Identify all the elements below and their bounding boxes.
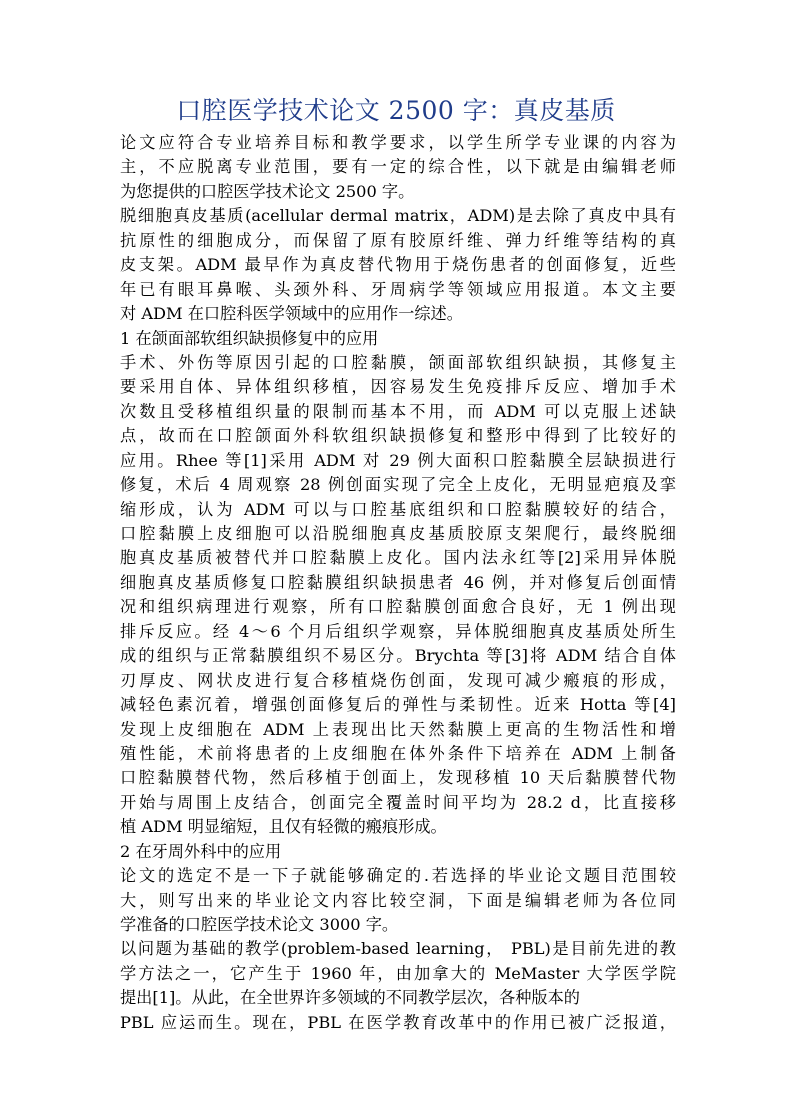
- text-line: 修复，术后 4 周观察 28 例创面实现了完全上皮化，无明显疤痕及挛: [120, 475, 676, 495]
- text-line: 要采用自体、异体组织移植，因容易发生免疫排斥反应、增加手术: [120, 377, 676, 397]
- document-title: 口腔医学技术论文 2500 字：真皮基质: [176, 96, 616, 125]
- text-line: 细胞真皮基质修复口腔黏膜组织缺损患者 46 例，并对修复后创面情: [120, 572, 676, 592]
- text-line: 1 在颌面部软组织缺损修复中的应用: [120, 328, 379, 348]
- text-line: PBL 应运而生。现在，PBL 在医学教育改革中的作用已被广泛报道，: [120, 1012, 676, 1032]
- text-line: 为您提供的口腔医学技术论文 2500 字。: [120, 181, 415, 201]
- text-line: 皮支架。ADM 最早作为真皮替代物用于烧伤患者的创面修复，近些: [120, 255, 676, 275]
- text-line: 2 在牙周外科中的应用: [120, 841, 282, 861]
- text-line: 减轻色素沉着，增强创面修复后的弹性与柔韧性。近来 Hotta 等[4]: [120, 695, 676, 715]
- text-line: 学方法之一，它产生于 1960 年，由加拿大的 MeMaster 大学医学院: [120, 963, 676, 983]
- text-line: 发现上皮细胞在 ADM 上表现出比天然黏膜上更高的生物活性和增: [120, 719, 676, 739]
- text-line: 主，不应脱离专业范围，要有一定的综合性，以下就是由编辑老师: [120, 157, 676, 177]
- text-line: 开始与周围上皮结合，创面完全覆盖时间平均为 28.2 d，比直接移: [120, 792, 676, 812]
- text-line: 成的组织与正常黏膜组织不易区分。Brychta 等[3]将 ADM 结合自体: [120, 646, 676, 666]
- text-line: 论文应符合专业培养目标和教学要求，以学生所学专业课的内容为: [120, 133, 676, 152]
- text-line: 口腔黏膜上皮细胞可以沿脱细胞真皮基质胶原支架爬行，最终脱细: [120, 524, 676, 543]
- text-line: 植 ADM 明显缩短，且仅有轻微的瘢痕形成。: [120, 817, 447, 837]
- text-line: 提出[1]。从此，在全世界许多领域的不同教学层次，各种版本的: [120, 988, 580, 1008]
- text-line: 殖性能，术前将患者的上皮细胞在体外条件下培养在 ADM 上制备: [120, 743, 676, 763]
- text-line: 缩形成，认为 ADM 可以与口腔基底组织和口腔黏膜较好的结合，: [120, 499, 676, 519]
- text-line: 以问题为基础的教学(problem-based learning， PBL)是目前先进的教: [120, 939, 676, 959]
- text-line: 口腔黏膜替代物，然后移植于创面上，发现移植 10 天后黏膜替代物: [120, 768, 676, 788]
- text-line: 次数且受移植组织量的限制而基本不用，而 ADM 可以克服上述缺: [120, 401, 676, 421]
- text-line: 胞真皮基质被替代并口腔黏膜上皮化。国内法永红等[2]采用异体脱: [120, 548, 676, 568]
- text-line: 抗原性的细胞成分，而保留了原有胶原纤维、弹力纤维等结构的真: [120, 230, 676, 250]
- text-line: 排斥反应。经 4～6 个月后组织学观察，异体脱细胞真皮基质处所生: [120, 621, 676, 641]
- text-line: 手术、外伤等原因引起的口腔黏膜，颌面部软组织缺损，其修复主: [120, 352, 676, 372]
- text-line: 年已有眼耳鼻喉、头颈外科、牙周病学等领域应用报道。本文主要: [120, 279, 676, 299]
- text-line: 学准备的口腔医学技术论文 3000 字。: [120, 915, 399, 934]
- text-line: 点，故而在口腔颌面外科软组织缺损修复和整形中得到了比较好的: [120, 426, 676, 446]
- document-body: [120, 131, 676, 1035]
- text-line: 应用。Rhee 等[1]采用 ADM 对 29 例大面积口腔黏膜全层缺损进行: [120, 450, 676, 470]
- text-line: 大，则写出来的毕业论文内容比较空洞，下面是编辑老师为各位同: [120, 890, 676, 910]
- text-line: 况和组织病理进行观察，所有口腔黏膜创面愈合良好，无 1 例出现: [120, 597, 676, 617]
- text-line: 脱细胞真皮基质(acellular dermal matrix，ADM)是去除了真皮中具有: [120, 206, 676, 226]
- text-line: 刃厚皮、网状皮进行复合移植烧伤创面，发现可减少瘢痕的形成，: [120, 670, 676, 690]
- text-line: 对 ADM 在口腔科医学领域中的应用作一综述。: [120, 304, 463, 324]
- text-line: 论文的选定不是一下子就能够确定的.若选择的毕业论文题目范围较: [120, 866, 676, 886]
